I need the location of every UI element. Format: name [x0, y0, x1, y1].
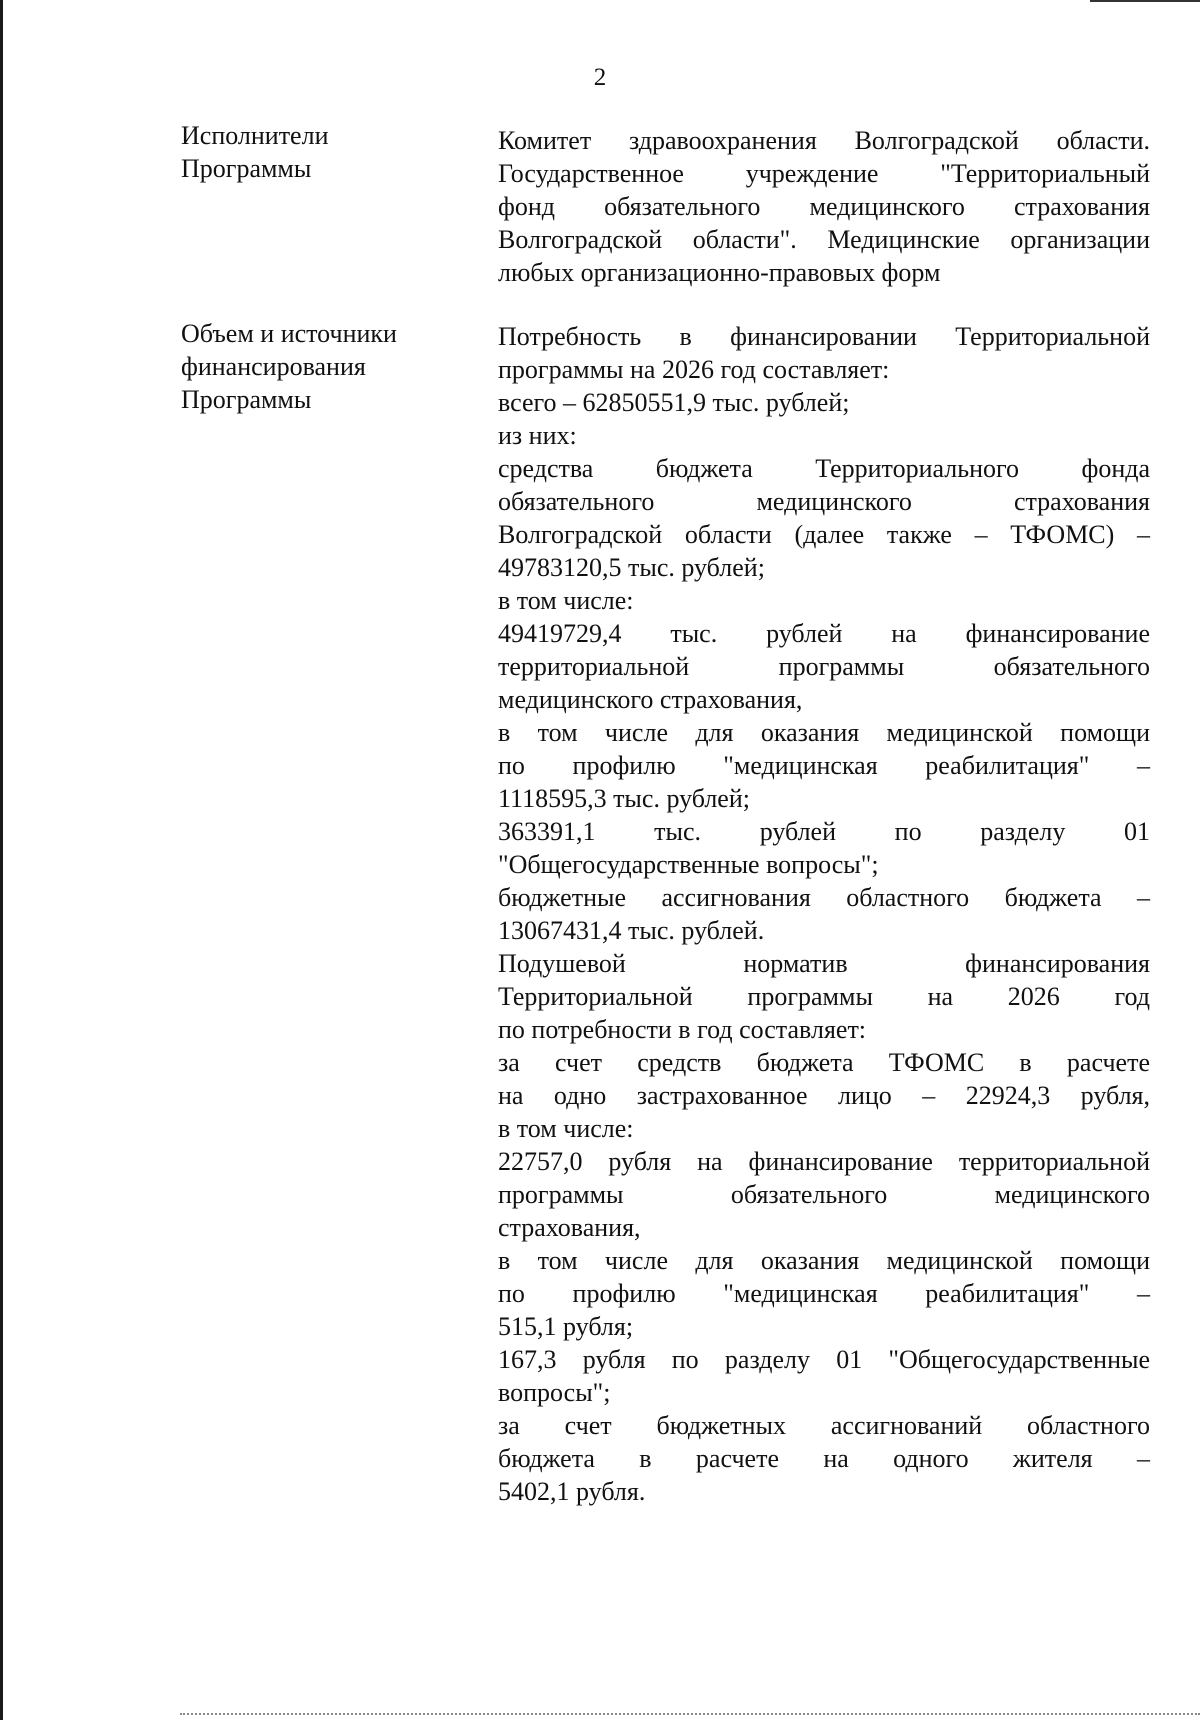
content-line: по профилю "медицинская реабилитация" –	[498, 751, 1150, 780]
content-line: 515,1 рубля;	[498, 1312, 634, 1341]
content-line: любых организационно-правовых форм	[498, 258, 941, 287]
content-line: вопросы";	[498, 1378, 611, 1407]
label-line: Исполнители	[181, 121, 329, 150]
content-line: в том числе для оказания медицинской помощи	[498, 1246, 1150, 1275]
content-line: бюджетные ассигнования областного бюджета –	[498, 883, 1150, 912]
content-line: бюджета в расчете на одного жителя –	[498, 1444, 1150, 1473]
content-line: обязательного медицинского страхования	[498, 487, 1150, 516]
scan-edge-left	[0, 0, 3, 1720]
content-line: программы на 2026 год составляет:	[498, 355, 890, 384]
content-line: Государственное учреждение "Территориальный	[498, 159, 1150, 188]
scan-edge-bottom	[180, 1713, 1200, 1716]
content-line: фонд обязательного медицинского страхования	[498, 192, 1150, 221]
content-line: Волгоградской области". Медицинские организации	[498, 225, 1150, 254]
content-line: Подушевой норматив финансирования	[498, 949, 1150, 978]
content-line: Потребность в финансировании Территориальной	[498, 322, 1150, 351]
content-line: за счет средств бюджета ТФОМС в расчете	[498, 1048, 1150, 1077]
content-line: 49419729,4 тыс. рублей на финансирование	[498, 619, 1150, 648]
content-line: 22757,0 рубля на финансирование территориальной	[498, 1147, 1150, 1176]
content-line: 363391,1 тыс. рублей по разделу 01	[498, 817, 1150, 846]
content-line: Территориальной программы на 2026 год	[498, 982, 1150, 1011]
label-line: Программы	[181, 154, 312, 183]
content-line: страхования,	[498, 1213, 641, 1242]
section-content-executors	[498, 124, 1150, 289]
content-line: всего – 62850551,9 тыс. рублей;	[498, 388, 850, 417]
content-line: 1118595,3 тыс. рублей;	[498, 784, 750, 813]
section-content-funding	[498, 320, 1150, 1508]
content-line: 13067431,4 тыс. рублей.	[498, 916, 765, 945]
content-line: по потребности в год составляет:	[498, 1015, 867, 1044]
content-line: Комитет здравоохранения Волгоградской области.	[498, 126, 1150, 155]
content-line: в том числе для оказания медицинской помощи	[498, 718, 1150, 747]
content-line: программы обязательного медицинского	[498, 1180, 1150, 1209]
content-line: 167,3 рубля по разделу 01 "Общегосударственные	[498, 1345, 1150, 1374]
section-label-funding	[181, 317, 471, 416]
content-line: в том числе:	[498, 586, 634, 615]
content-line: 5402,1 рубля.	[498, 1477, 646, 1506]
content-line: на одно застрахованное лицо – 22924,3 рубля,	[498, 1081, 1150, 1110]
content-line: медицинского страхования,	[498, 685, 803, 714]
scan-edge-top	[1090, 0, 1200, 2]
content-line: "Общегосударственные вопросы";	[498, 850, 879, 879]
content-line: средства бюджета Территориального фонда	[498, 454, 1150, 483]
content-line: 49783120,5 тыс. рублей;	[498, 553, 765, 582]
section-label-executors	[181, 119, 471, 185]
page-number: 2	[593, 64, 607, 91]
label-line: Объем и источники	[181, 319, 397, 348]
content-line: за счет бюджетных ассигнований областного	[498, 1411, 1150, 1440]
content-line: по профилю "медицинская реабилитация" –	[498, 1279, 1150, 1308]
label-line: финансирования	[181, 352, 366, 381]
label-line: Программы	[181, 385, 312, 414]
content-line: территориальной программы обязательного	[498, 652, 1150, 681]
content-line: в том числе:	[498, 1114, 634, 1143]
content-line: из них:	[498, 421, 577, 450]
content-line: Волгоградской области (далее также – ТФОМС) –	[498, 520, 1150, 549]
